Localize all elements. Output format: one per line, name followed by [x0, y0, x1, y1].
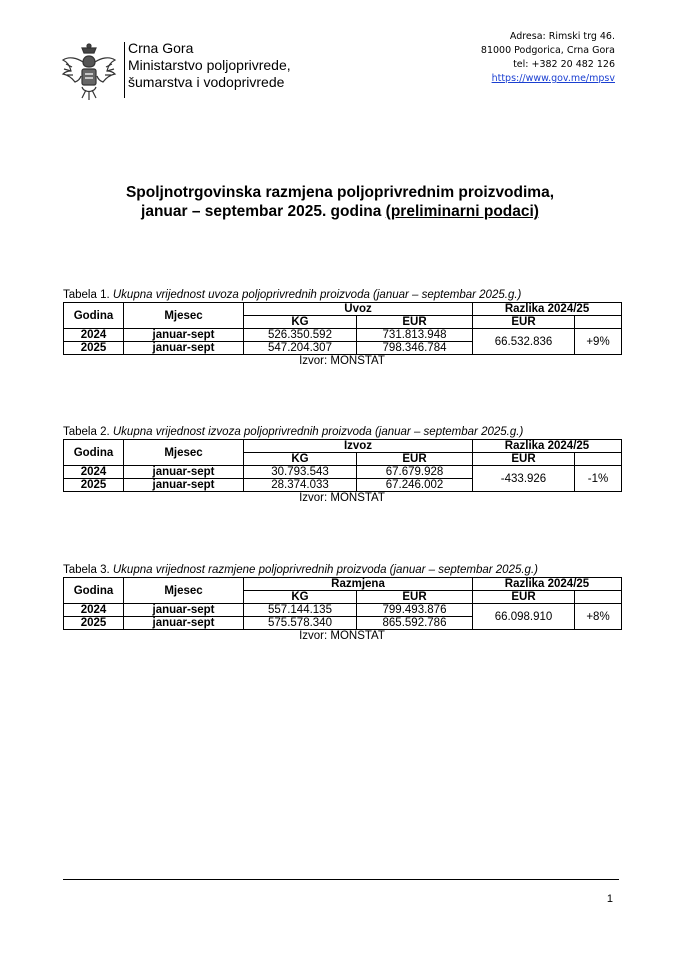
col-group-razmjena: Razmjena — [244, 578, 473, 591]
address-street: Adresa: Rimski trg 46. — [509, 31, 615, 42]
cell-kg: 30.793.543 — [244, 466, 357, 479]
cell-mjesec: januar-sept — [124, 466, 244, 479]
cell-godina: 2024 — [64, 329, 124, 342]
col-diff-eur: EUR — [473, 591, 575, 604]
org-country: Crna Gora — [128, 40, 194, 56]
cell-eur: 67.246.002 — [357, 479, 473, 492]
table-3-caption-text: Ukupna vrijednost razmjene poljoprivrednih proizvoda (januar – septembar 2025.g.) — [112, 564, 538, 576]
col-kg: KG — [244, 453, 357, 466]
table-2-caption-text: Ukupna vrijednost izvoza poljoprivrednih proizvoda (januar – septembar 2025.g.) — [112, 426, 524, 438]
cell-kg: 526.350.592 — [244, 329, 357, 342]
cell-godina: 2025 — [64, 342, 124, 355]
table-3-block — [63, 563, 621, 643]
col-razlika: Razlika 2024/25 — [473, 578, 622, 591]
cell-diff-eur: 66.098.910 — [473, 604, 575, 630]
cell-mjesec: januar-sept — [124, 329, 244, 342]
cell-mjesec: januar-sept — [124, 342, 244, 355]
ministry-name — [128, 40, 291, 91]
col-diff-pct — [575, 316, 622, 329]
import-table — [63, 302, 622, 355]
website-link[interactable]: https://www.gov.me/mpsv — [491, 73, 615, 84]
col-diff-pct — [575, 591, 622, 604]
address-phone: tel: +382 20 482 126 — [513, 59, 615, 70]
title-line2 — [60, 202, 620, 221]
cell-godina: 2024 — [64, 466, 124, 479]
cell-diff-eur: -433.926 — [473, 466, 575, 492]
header-divider — [124, 42, 125, 98]
col-godina: Godina — [64, 440, 124, 466]
cell-kg: 575.578.340 — [244, 617, 357, 630]
table-2-block — [63, 425, 621, 505]
table-1-caption-prefix: Tabela 1. — [63, 289, 113, 301]
cell-diff-pct: -1% — [575, 466, 622, 492]
cell-kg: 28.374.033 — [244, 479, 357, 492]
cell-diff-eur: 66.532.836 — [473, 329, 575, 355]
col-mjesec: Mjesec — [124, 578, 244, 604]
cell-eur: 799.493.876 — [357, 604, 473, 617]
col-group-izvoz: Izvoz — [244, 440, 473, 453]
document-title — [60, 183, 620, 221]
address-block — [481, 30, 615, 86]
col-eur: EUR — [357, 453, 473, 466]
title-period: januar – septembar 2025. godina — [141, 203, 386, 220]
table-3-caption-prefix: Tabela 3. — [63, 564, 113, 576]
footer-divider — [63, 879, 619, 880]
col-eur: EUR — [357, 316, 473, 329]
cell-eur: 798.346.784 — [357, 342, 473, 355]
col-group-uvoz: Uvoz — [244, 303, 473, 316]
cell-diff-pct: +9% — [575, 329, 622, 355]
col-godina: Godina — [64, 578, 124, 604]
col-mjesec: Mjesec — [124, 440, 244, 466]
col-mjesec: Mjesec — [124, 303, 244, 329]
table-2-source: Izvor: MONSTAT — [299, 492, 385, 504]
col-kg: KG — [244, 316, 357, 329]
col-diff-eur: EUR — [473, 453, 575, 466]
cell-eur: 67.679.928 — [357, 466, 473, 479]
col-godina: Godina — [64, 303, 124, 329]
cell-kg: 547.204.307 — [244, 342, 357, 355]
table-row — [64, 604, 622, 617]
address-city: 81000 Podgorica, Crna Gora — [480, 45, 615, 56]
title-line1: Spoljnotrgovinska razmjena poljoprivrednim proizvodima, — [125, 184, 555, 201]
cell-godina: 2025 — [64, 617, 124, 630]
col-kg: KG — [244, 591, 357, 604]
col-razlika: Razlika 2024/25 — [473, 440, 622, 453]
table-1-block — [63, 288, 621, 368]
cell-eur: 865.592.786 — [357, 617, 473, 630]
col-razlika: Razlika 2024/25 — [473, 303, 622, 316]
table-2-caption-prefix: Tabela 2. — [63, 426, 113, 438]
montenegro-coat-of-arms-icon — [58, 42, 120, 104]
table-1-caption — [63, 288, 621, 302]
cell-mjesec: januar-sept — [124, 479, 244, 492]
col-diff-pct — [575, 453, 622, 466]
page-number: 1 — [606, 893, 613, 905]
table-1-caption-text: Ukupna vrijednost uvoza poljoprivrednih proizvoda (januar – septembar 2025.g.) — [112, 289, 522, 301]
table-row — [64, 329, 622, 342]
cell-godina: 2024 — [64, 604, 124, 617]
cell-godina: 2025 — [64, 479, 124, 492]
org-ministry-line1: Ministarstvo poljoprivrede, — [128, 57, 291, 73]
cell-mjesec: januar-sept — [124, 617, 244, 630]
org-ministry-line2: šumarstva i vodoprivrede — [128, 74, 285, 90]
cell-diff-pct: +8% — [575, 604, 622, 630]
table-3-caption — [63, 563, 621, 577]
table-1-source: Izvor: MONSTAT — [299, 355, 385, 367]
col-diff-eur: EUR — [473, 316, 575, 329]
export-table — [63, 439, 622, 492]
cell-eur: 731.813.948 — [357, 329, 473, 342]
cell-mjesec: januar-sept — [124, 604, 244, 617]
col-eur: EUR — [357, 591, 473, 604]
cell-kg: 557.144.135 — [244, 604, 357, 617]
title-preliminary: (preliminarni podaci) — [385, 203, 539, 220]
table-3-source: Izvor: MONSTAT — [299, 630, 385, 642]
table-2-caption — [63, 425, 621, 439]
table-row — [64, 466, 622, 479]
trade-table — [63, 577, 622, 630]
